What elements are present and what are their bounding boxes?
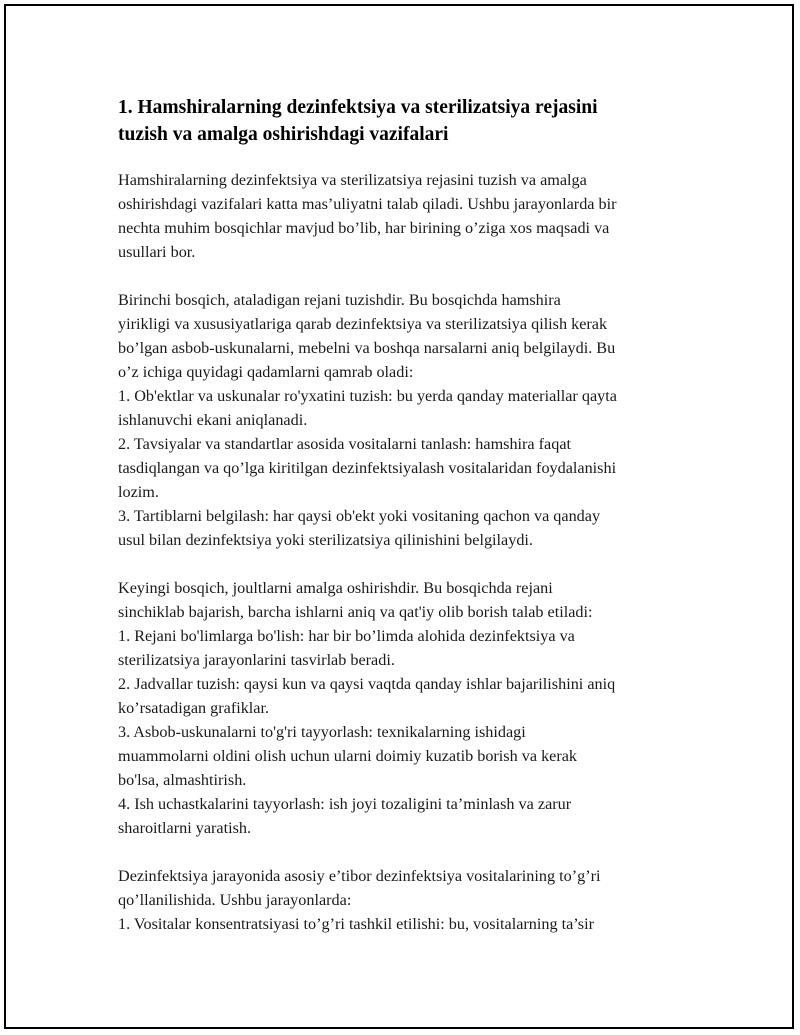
list-item-line: 1. Rejani bo'limlarga bo'lish: har bir bo’limda alohida dezinfektsiya va	[118, 627, 575, 645]
list-item-line: 3. Asbob-uskunalarni to'g'ri tayyorlash: texnikalarning ishidagi	[118, 723, 526, 741]
section-heading	[118, 94, 698, 148]
text-line: Hamshiralarning dezinfektsiya va sterilizatsiya rejasini tuzish va amalga	[118, 171, 587, 189]
list-item-line: tasdiqlangan va qo’lga kiritilgan dezinfektsiyalash vositalaridan foydalanishi	[118, 459, 617, 477]
list-item-line: muammolarni oldini olish uchun ularni doimiy kuzatib borish va kerak	[118, 747, 578, 765]
list-item-line: bo'lsa, almashtirish.	[118, 771, 247, 789]
text-line: sinchiklab bajarish, barcha ishlarni aniq va qat'iy olib borish talab etiladi:	[118, 603, 593, 621]
list-item-line: ishlanuvchi ekani aniqlanadi.	[118, 411, 308, 429]
paragraph-intro	[118, 168, 698, 264]
list-item-line: 4. Ish uchastkalarini tayyorlash: ish joyi tozaligini ta’minlash va zarur	[118, 795, 572, 813]
text-line: o’z ichiga quyidagi qadamlarni qamrab oladi:	[118, 363, 414, 381]
list-item-line: 2. Tavsiyalar va standartlar asosida vositalarni tanlash: hamshira faqat	[118, 435, 572, 453]
text-line: yirikligi va xususiyatlariga qarab dezinfektsiya va sterilizatsiya qilish kerak	[118, 315, 608, 333]
list-item-line: usul bilan dezinfektsiya yoki sterilizatsiya qilinishini belgilaydi.	[118, 531, 533, 549]
heading-line: tuzish va amalga oshirishdagi vazifalari	[118, 124, 449, 145]
list-item-line: sterilizatsiya jarayonlarini tasvirlab beradi.	[118, 651, 395, 669]
paragraph-disinfection-process	[118, 864, 698, 936]
document-body	[118, 94, 698, 960]
text-line: Dezinfektsiya jarayonida asosiy e’tibor dezinfektsiya vositalarining to’g’ri	[118, 867, 601, 885]
list-item-line: lozim.	[118, 483, 159, 501]
text-line: usullari bor.	[118, 243, 196, 261]
heading-line: 1. Hamshiralarning dezinfektsiya va sterilizatsiya rejasini	[118, 97, 598, 118]
list-item-line: 2. Jadvallar tuzish: qaysi kun va qaysi vaqtda qanday ishlar bajarilishini aniq	[118, 675, 616, 693]
list-item-line: 3. Tartiblarni belgilash: har qaysi ob'ekt yoki vositaning qachon va qanday	[118, 507, 601, 525]
text-line: nechta muhim bosqichlar mavjud bo’lib, har birining o’ziga xos maqsadi va	[118, 219, 610, 237]
list-item-line: 1. Vositalar konsentratsiyasi to’g’ri tashkil etilishi: bu, vositalarning ta’sir	[118, 915, 594, 933]
list-item-line: sharoitlarni yaratish.	[118, 819, 252, 837]
text-line: oshirishdagi vazifalari katta mas’uliyatni talab qiladi. Ushbu jarayonlarda bir	[118, 195, 617, 213]
text-line: bo’lgan asbob-uskunalarni, mebelni va boshqa narsalarni aniq belgilaydi. Bu	[118, 339, 616, 357]
list-item-line: ko’rsatadigan grafiklar.	[118, 699, 270, 717]
paragraph-first-stage	[118, 288, 698, 552]
text-line: qo’llanilishida. Ushbu jarayonlarda:	[118, 891, 352, 909]
paragraph-next-stage	[118, 576, 698, 840]
text-line: Birinchi bosqich, ataladigan rejani tuzishdir. Bu bosqichda hamshira	[118, 291, 561, 309]
text-line: Keyingi bosqich, joultlarni amalga oshirishdir. Bu bosqichda rejani	[118, 579, 553, 597]
list-item-line: 1. Ob'ektlar va uskunalar ro'yxatini tuzish: bu yerda qanday materiallar qayta	[118, 387, 617, 405]
